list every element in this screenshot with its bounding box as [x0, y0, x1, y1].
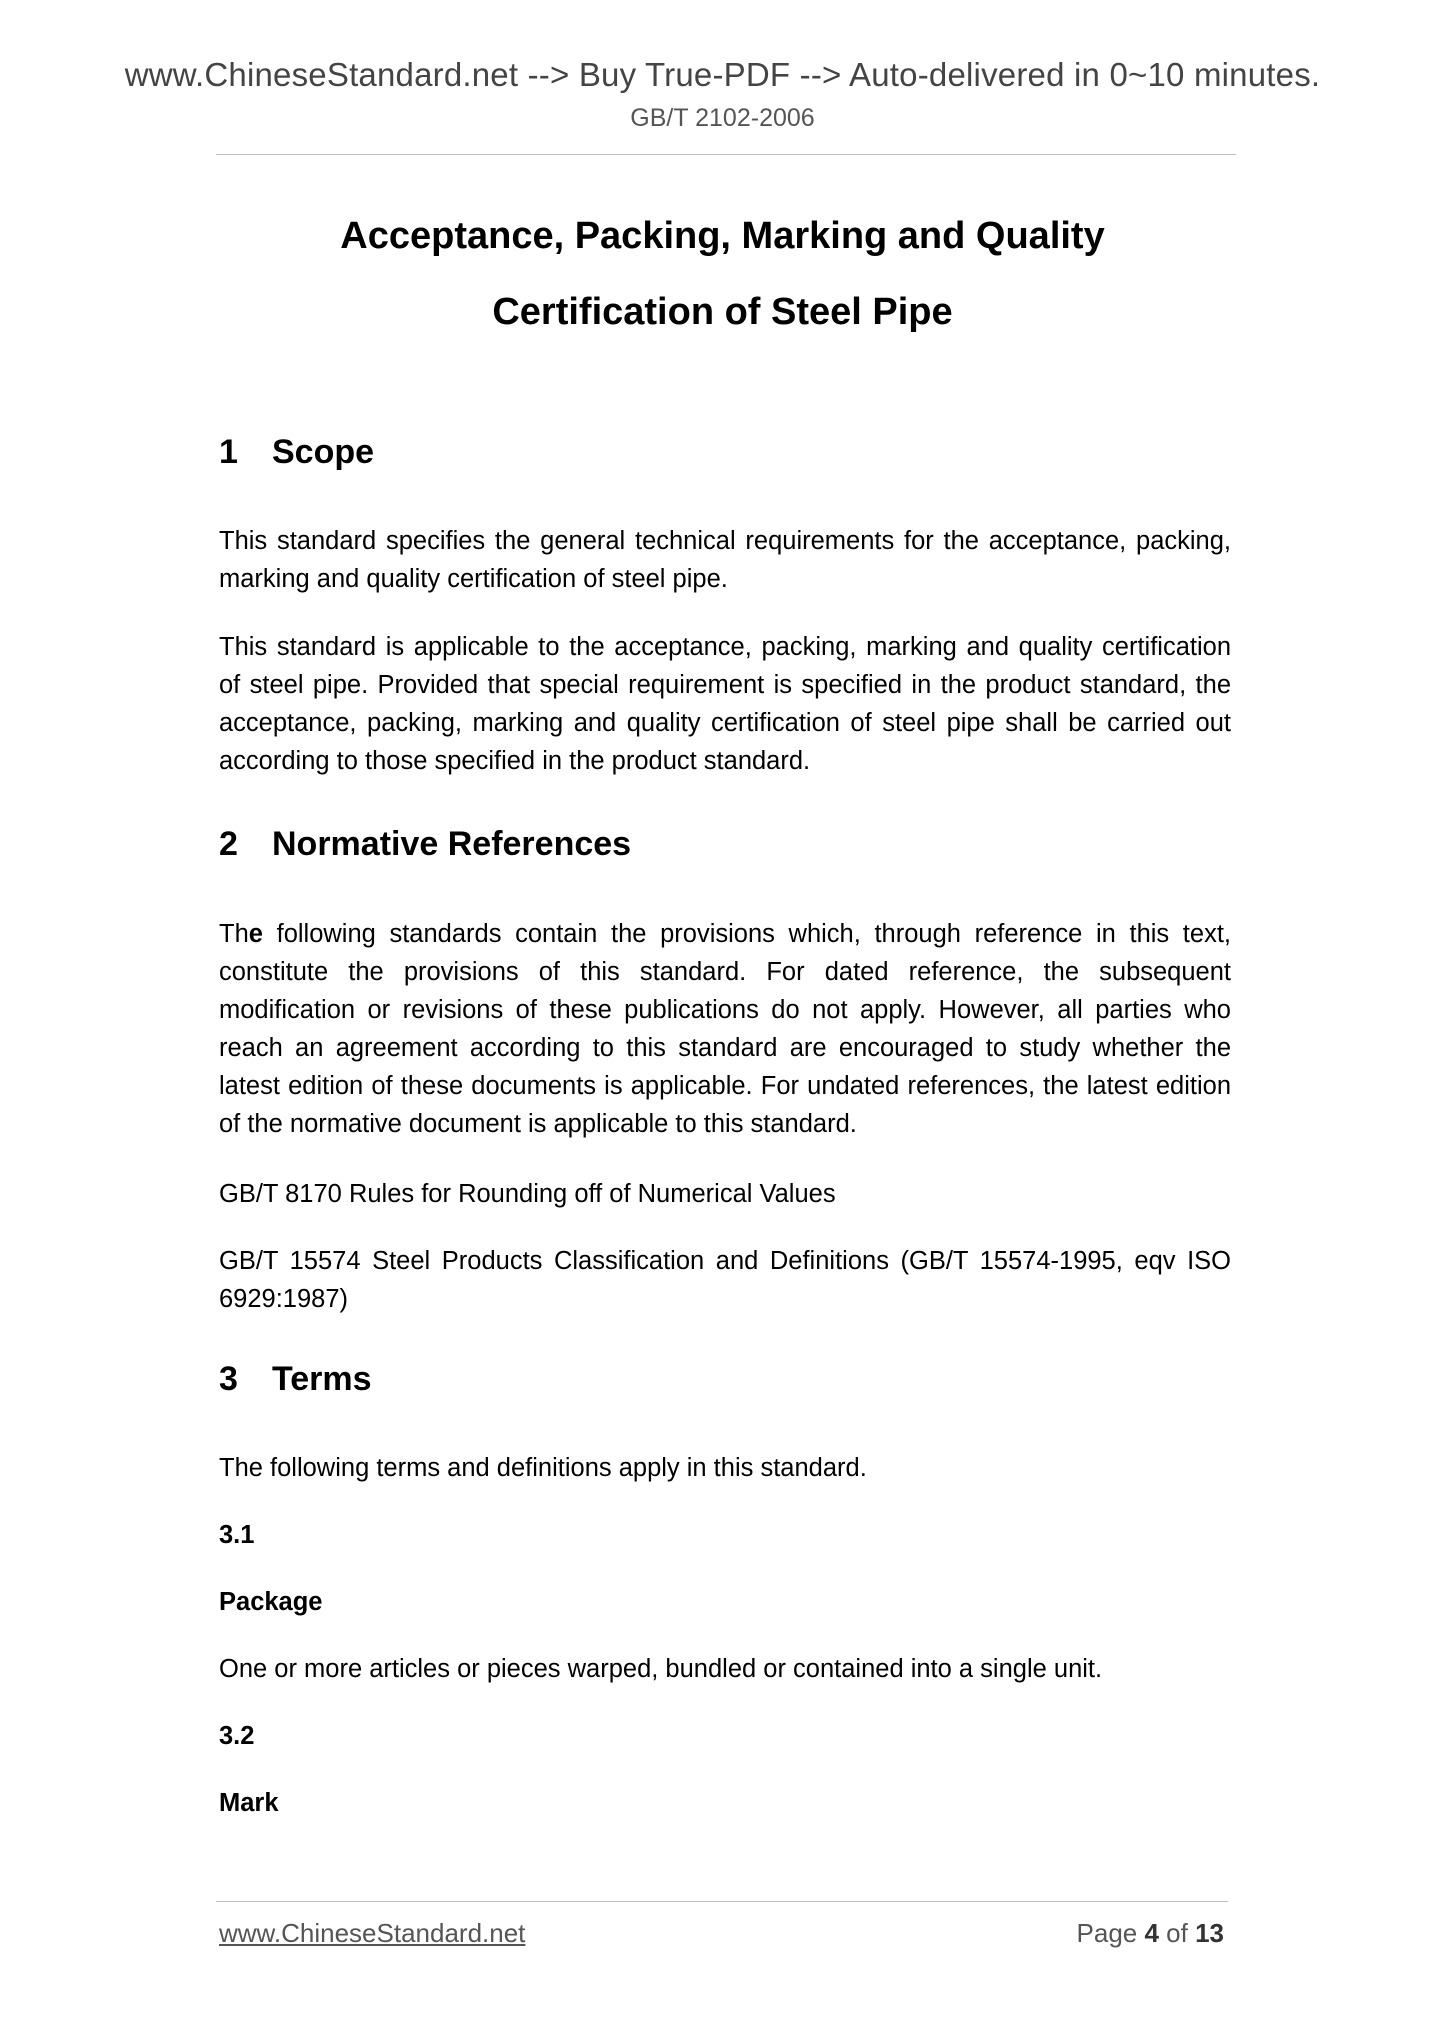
header-banner: www.ChineseStandard.net --> Buy True-PDF --> Auto-delivered in 0~10 minutes.	[124, 56, 1321, 93]
text-run: following standards contain the provisions which, through reference in this text, constitute the provisions of this standard. For dated reference, the subsequent modification or revisions of these publications do not apply. However, all parties who reach an agreement according to this standard are encouraged to study whether the latest edition of these documents is applicable. For undated references, the latest edition of the normative document is applicable to this standard.	[219, 920, 1231, 1138]
references-intro-paragraph	[219, 915, 1231, 1143]
section-number: 3	[219, 1360, 238, 1398]
section-number: 1	[219, 433, 238, 471]
footer-site-link[interactable]: www.ChineseStandard.net	[219, 1918, 526, 1948]
page-prefix: Page	[1076, 1918, 1145, 1948]
term-name-package: Package	[219, 1588, 323, 1616]
scope-paragraph-2: This standard is applicable to the acceptance, packing, marking and quality certification of steel pipe. Provided that special requirement is specified in the product standard, the acceptance, packing, marking and quality certification of steel pipe shall be carried out according to those specified in the product standard.	[219, 633, 1231, 775]
section-title: Scope	[272, 433, 375, 471]
header-divider	[216, 154, 1236, 155]
section-heading-terms	[219, 1360, 372, 1399]
scope-paragraph-1: This standard specifies the general technical requirements for the acceptance, packing, marking and quality certification of steel pipe.	[219, 527, 1231, 593]
term-number-3-1: 3.1	[219, 1521, 255, 1549]
section-number: 2	[219, 825, 238, 863]
text-run-bold: e	[248, 920, 263, 948]
section-title: Normative References	[272, 825, 632, 863]
document-title-line-2: Certification of Steel Pipe	[492, 291, 953, 333]
page-current: 4	[1144, 1918, 1159, 1948]
page-indicator	[1077, 1918, 1224, 1949]
footer-divider	[216, 1901, 1228, 1902]
reference-gbt-8170: GB/T 8170 Rules for Rounding off of Numerical Values	[219, 1180, 836, 1208]
standard-code: GB/T 2102-2006	[630, 104, 815, 132]
term-name-mark: Mark	[219, 1789, 279, 1817]
section-heading-normative-references	[219, 825, 631, 864]
section-title: Terms	[272, 1360, 372, 1398]
document-title-line-1: Acceptance, Packing, Marking and Quality	[340, 215, 1105, 257]
section-heading-scope	[219, 433, 374, 472]
term-definition-package: One or more articles or pieces warped, bundled or contained into a single unit.	[219, 1655, 1103, 1683]
terms-intro: The following terms and definitions apply in this standard.	[219, 1454, 867, 1482]
page-mid: of	[1158, 1918, 1196, 1948]
reference-gbt-15574: GB/T 15574 Steel Products Classification and Definitions (GB/T 15574-1995, eqv ISO 6929:1987)	[219, 1247, 1231, 1313]
page-total: 13	[1195, 1918, 1224, 1948]
term-number-3-2: 3.2	[219, 1722, 255, 1750]
text-run: Th	[219, 920, 249, 948]
